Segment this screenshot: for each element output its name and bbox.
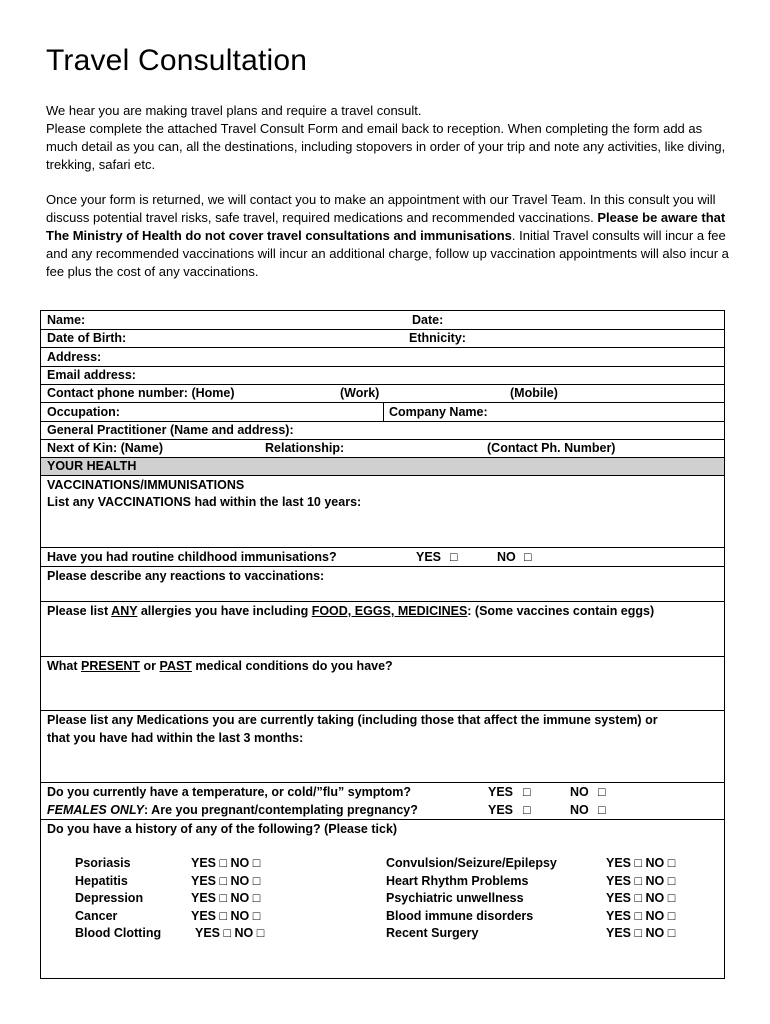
name-row[interactable] (41, 311, 724, 330)
intro-instructions: Please complete the attached Travel Consult Form and email back to reception. When completing the form add as much detail as you can, all the destinations, including stopovers in order of your trip and note any activities, like diving, trekking, safari etc. (46, 121, 726, 172)
vacc-list-label: List any VACCINATIONS had within the last 10 years: (47, 495, 362, 509)
appointment-text: Once your form is returned, we will contact you to make an appointment with our Travel Team. In this consult you will discuss potential travel risks, safe travel, required medications and recommended vaccinations. (46, 192, 716, 225)
yes-no-checkbox[interactable]: YES □ NO □ (195, 926, 265, 940)
occupation-label: Occupation: (47, 405, 120, 419)
allergies-label: Please list ANY allergies you have including FOOD, EGGS, MEDICINES: (Some vaccines contain eggs) (47, 604, 655, 618)
ethnicity-label: Ethnicity: (409, 331, 466, 345)
email-label: Email address: (47, 368, 136, 382)
yes-no-checkbox[interactable]: YES □ NO □ (606, 926, 676, 940)
gp-row[interactable] (41, 422, 724, 440)
occupation-row[interactable] (41, 403, 724, 422)
preg-no-label: NO (570, 803, 589, 817)
temp-yes-label: YES (488, 785, 514, 799)
history-right-conditions (386, 855, 557, 943)
medications-label-1: Please list any Medications you are currently taking (including those that affect the immune system) or (47, 713, 658, 727)
temp-no-label: NO (570, 785, 589, 799)
yes-no-checkbox[interactable]: YES □ NO □ (191, 891, 261, 905)
address-label: Address: (47, 350, 102, 364)
name-label: Name: (47, 313, 86, 327)
medications-row[interactable] (41, 711, 724, 783)
temperature-label: Do you currently have a temperature, or cold/”flu” symptom? (47, 785, 411, 799)
phone-mobile-label: (Mobile) (510, 386, 558, 400)
yes-no-checkbox[interactable]: YES □ NO □ (606, 908, 676, 923)
temp-no-checkbox[interactable]: □ (598, 785, 606, 799)
yes-no-checkbox[interactable]: YES □ NO □ (191, 856, 261, 870)
reactions-row[interactable] (41, 567, 724, 602)
history-item: Recent Surgery (386, 926, 479, 940)
consult-form (40, 310, 725, 979)
temp-yes-checkbox[interactable]: □ (523, 785, 531, 799)
your-health-label: YOUR HEALTH (47, 459, 137, 473)
date-label: Date: (412, 313, 444, 327)
childhood-label: Have you had routine childhood immunisations? (47, 550, 337, 564)
page-title: Travel Consultation (46, 44, 308, 77)
intro-paragraph (46, 102, 731, 174)
fee-text: . Initial Travel consults will incur a fee and any recommended vaccinations will incur an additional charge, follow up vaccination appointments will also incur a fee plus the cost of any vaccinations. (46, 228, 729, 279)
kin-name-label: Next of Kin: (Name) (47, 441, 163, 455)
pregnancy-label: FEMALES ONLY: Are you pregnant/contemplating pregnancy? (47, 803, 418, 817)
relationship-label: Relationship: (265, 441, 345, 455)
conditions-label: What PRESENT or PAST medical conditions do you have? (47, 659, 393, 673)
vacc-heading: VACCINATIONS/IMMUNISATIONS (47, 478, 245, 492)
history-item: Psoriasis (75, 856, 131, 870)
history-label: Do you have a history of any of the following? (Please tick) (47, 822, 398, 836)
history-row (41, 820, 724, 980)
email-row[interactable] (41, 367, 724, 385)
vaccinations-row[interactable] (41, 476, 724, 548)
gp-label: General Practitioner (Name and address): (47, 423, 294, 437)
history-right-ticks[interactable] (606, 855, 675, 943)
history-item: Convulsion/Seizure/Epilepsy (386, 856, 557, 870)
moh-notice: Please be aware that The Ministry of Health do not cover travel consultations and immunisations (46, 210, 726, 243)
conditions-row[interactable] (41, 657, 724, 711)
history-left-conditions (75, 855, 161, 943)
yes-no-checkbox[interactable]: YES □ NO □ (191, 908, 261, 923)
childhood-row (41, 548, 724, 567)
kin-row[interactable] (41, 440, 724, 458)
phone-home-label: Contact phone number: (Home) (47, 386, 235, 400)
allergies-row[interactable] (41, 602, 724, 657)
childhood-no-label: NO (497, 550, 516, 564)
phone-row[interactable] (41, 385, 724, 403)
intro-line: We hear you are making travel plans and require a travel consult. (46, 103, 422, 118)
appointment-paragraph (46, 191, 731, 281)
childhood-yes-label: YES (416, 550, 442, 564)
pregnancy-row (41, 801, 724, 820)
preg-yes-checkbox[interactable]: □ (523, 803, 531, 817)
history-item: Hepatitis (75, 873, 128, 888)
preg-no-checkbox[interactable]: □ (598, 803, 606, 817)
yes-no-checkbox[interactable]: YES □ NO □ (606, 891, 676, 905)
childhood-no-checkbox[interactable]: □ (524, 550, 532, 564)
temperature-row (41, 783, 724, 801)
history-item: Blood immune disorders (386, 908, 534, 923)
history-item: Depression (75, 891, 144, 905)
address-row[interactable] (41, 348, 724, 367)
yes-no-checkbox[interactable]: YES □ NO □ (606, 856, 676, 870)
yes-no-checkbox[interactable]: YES □ NO □ (606, 873, 676, 888)
history-item: Psychiatric unwellness (386, 891, 524, 905)
occupation-divider (383, 403, 384, 421)
dob-label: Date of Birth: (47, 331, 127, 345)
yes-no-checkbox[interactable]: YES □ NO □ (191, 873, 261, 888)
history-item: Cancer (75, 908, 118, 923)
preg-yes-label: YES (488, 803, 514, 817)
history-left-ticks[interactable] (191, 855, 264, 943)
dob-row[interactable] (41, 330, 724, 348)
phone-work-label: (Work) (340, 386, 380, 400)
kin-contact-label: (Contact Ph. Number) (487, 441, 616, 455)
history-item: Blood Clotting (75, 926, 162, 940)
company-label: Company Name: (389, 405, 488, 419)
childhood-yes-checkbox[interactable]: □ (450, 550, 458, 564)
history-item: Heart Rhythm Problems (386, 873, 529, 888)
your-health-header (41, 458, 724, 476)
reactions-label: Please describe any reactions to vaccinations: (47, 569, 325, 583)
medications-label-2: that you have had within the last 3 months: (47, 731, 304, 745)
